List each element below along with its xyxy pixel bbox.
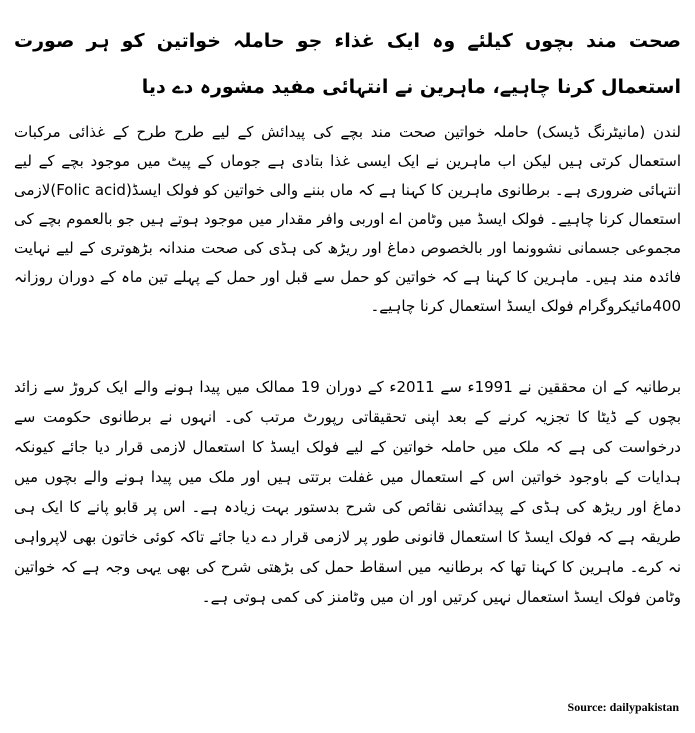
source-credit: Source: dailypakistan <box>567 700 679 714</box>
article-headline: صحت مند بچوں کیلئے وہ ایک غذاء جو حاملہ خواتین کو ہر صورت استعمال کرنا چاہیے، ماہرین نے انتہائی مفید مشورہ دے دیا <box>14 30 681 98</box>
article-paragraph-2: برطانیہ کے ان محققین نے 1991ء سے 2011ء کے دوران 19 ممالک میں پیدا ہونے والے ایک کروڑ سے زائد بچوں کے ڈیٹا کا تجزیہ کرنے کے بعد اپنی تحقیقاتی رپورٹ مرتب کی۔ انہوں نے برطانوی حکومت سے درخواست کی ہے کہ ملک میں حاملہ خواتین کے لیے فولک ایسڈ کا استعمال لازمی قرار دیا جائے کیونکہ ہدایات کے باوجود خواتین اس کے استعمال میں غفلت برتتی ہیں اور ملک میں پیدا ہونے والے بچوں میں دماغ اور ریڑھ کی ہڈی کے پیدائشی نقائص کی شرح بدستور بہت زیادہ ہے۔ اس پر قابو پانے کا ایک ہی طریقہ ہے کہ فولک ایسڈ کا استعمال قانونی طور پر لازمی قرار دے دیا جائے تاکہ کوئی خاتون بھی لاپرواہی نہ کرے۔ ماہرین کا کہنا تھا کہ برطانیہ میں اسقاط حمل کی بڑھتی شرح کی بھی یہی وجہ ہے کہ خواتین وٹامن فولک ایسڈ استعمال نہیں کرتیں اور ان میں وٹامنز کی کمی ہوتی ہے۔ <box>14 378 681 606</box>
article-paragraph-1: لندن (مانیٹرنگ ڈیسک) حاملہ خواتین صحت مند بچے کی پیدائش کے لیے طرح طرح کے غذائی مرکبات استعمال کرتی ہیں لیکن اب ماہرین نے ایک ایسی غذا بتادی ہے جوماں کے پیٹ میں موجود بچے کے لیے انتہائی ضروری ہے۔ برطانوی ماہرین کا کہنا ہے کہ ماں بننے والی خواتین کو فولک ایسڈ(Folic acid)لازمی استعمال کرنا چاہیے۔ فولک ایسڈ میں وٹامن اے اوربی وافر مقدار میں موجود ہوتے ہیں جو بالعموم بچے کی مجموعی جسمانی نشوونما اور بالخصوص دماغ اور ریڑھ کی ہڈی کی صحت مندانہ بڑھوتری کے لیے نہایت فائدہ مند ہیں۔ ماہرین کا کہنا ہے کہ خواتین کو حمل سے قبل اور حمل کے پہلے تین ماہ کے دوران روزانہ 400مائیکروگرام فولک ایسڈ استعمال کرنا چاہیے۔ <box>14 123 681 315</box>
